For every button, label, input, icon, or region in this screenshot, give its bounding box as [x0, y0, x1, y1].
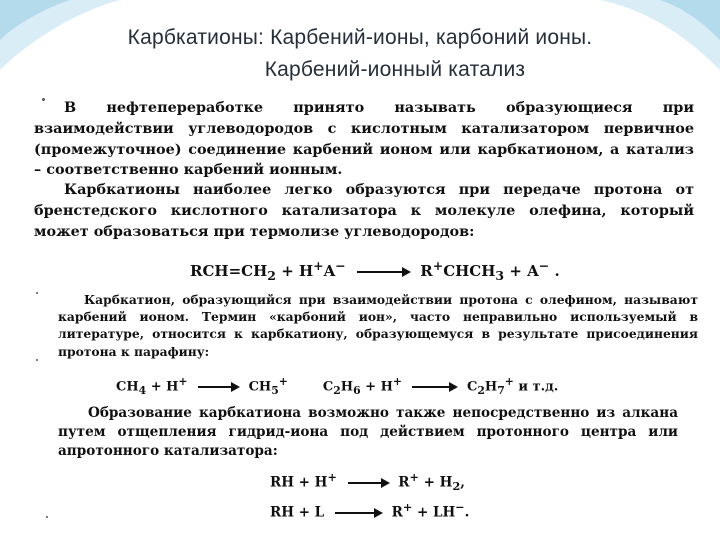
eq1-lhs-sup: + — [313, 258, 324, 273]
eq1-lhs-a: RCH=CH — [190, 262, 268, 280]
eq3-lhs-sup: + — [327, 470, 337, 484]
eq2-f-mid: H — [484, 379, 498, 395]
scan-speck — [36, 359, 38, 361]
eq3-rhs-b: + H — [418, 474, 453, 491]
eq2-c-sub: 5 — [271, 383, 279, 397]
eq2-d-sub2: 6 — [353, 383, 361, 397]
paragraph-proton-transfer: Карбкатионы наиболее легко образуются при передаче протона от бренстедского кислотного катализатора к молекуле олефина, который может образоваться при термолизе углеводородов: — [34, 181, 694, 240]
eq1-rhs-sup: − — [538, 258, 550, 273]
eq1-rhs-b: CHCH — [443, 262, 496, 280]
eq3-rhs: R — [398, 474, 410, 491]
eq1-rhs-a-sup: + — [432, 258, 444, 273]
eq3-rhs-end: , — [460, 474, 465, 491]
eq2-e-sup: + — [392, 375, 402, 388]
equation-paraffin-protonation — [116, 375, 558, 397]
eq4-rhs: R — [391, 504, 403, 521]
scan-speck — [42, 98, 45, 101]
eq2-g: и т.д. — [513, 379, 559, 395]
eq1-rhs-a: R — [420, 262, 433, 280]
eq2-f-sub2: 7 — [497, 383, 505, 397]
paragraph-hydride-abstraction: Образование карбкатиона возможно также непосредственно из алкана путем отщепления гидрид-иона под действием протонного центра или апротонного катализатора: — [58, 405, 678, 459]
slide-title-line1: Карбкатионы: Карбений-ионы, карбоний ионы. — [127, 26, 593, 49]
eq1-rhs-b-sub: 3 — [495, 268, 505, 283]
scan-speck — [36, 292, 38, 294]
eq4-lhs: RH + L — [270, 504, 325, 521]
reaction-arrow-icon — [357, 271, 409, 273]
eq2-d-sub1: 2 — [333, 383, 341, 397]
eq1-lhs-a-sub: 2 — [267, 268, 276, 283]
reaction-arrow-icon — [335, 512, 381, 514]
eq1-lhs-b: A — [323, 262, 336, 280]
eq3-lhs: RH + H — [270, 474, 328, 491]
eq4-rhs-b: + LH — [412, 504, 456, 521]
eq3-rhs-sup: + — [409, 470, 419, 484]
reaction-arrow-icon — [198, 386, 238, 388]
reaction-arrow-icon — [412, 386, 456, 388]
eq2-a: CH — [116, 379, 139, 395]
eq1-lhs-plus: + H — [275, 262, 314, 280]
eq2-f-sub1: 2 — [477, 383, 485, 397]
scan-speck — [46, 516, 48, 518]
paragraph-carbenium-definition: Карбкатион, образующийся при взаимодействии протона с олефином, называют карбений ионом. Термин «карбоний ион», часто неправильно используемый в литературе, относится к карбкатиону, образующемуся в результате присоединения протона к парафину: — [58, 292, 698, 359]
eq2-d: C — [322, 379, 334, 395]
slide-title-line2: Карбений-ионный катализ — [264, 58, 526, 81]
eq2-a-sub: 4 — [138, 383, 147, 397]
eq2-f: C — [467, 379, 478, 395]
eq2-b: + H — [146, 379, 179, 395]
reaction-arrow-icon — [348, 482, 388, 484]
paragraph-definition: В нефтепереработке принято называть образующиеся при взаимодействии углеводородов с кислотным катализатором первичное (промежуточное) соединение карбений ионом или карбкатионом, а катализ – соответственно карбений ионным. — [34, 99, 694, 179]
eq1-rhs-end: . — [549, 262, 560, 280]
eq1-lhs-b-sup: − — [335, 258, 346, 273]
eq1-rhs-plus: + A — [504, 262, 539, 280]
eq4-rhs-sup2: − — [455, 500, 465, 514]
eq2-f-sup: + — [504, 375, 514, 388]
equation-olefin-protonation — [190, 258, 560, 283]
eq2-b-sup: + — [178, 375, 188, 388]
eq4-rhs-end: . — [464, 504, 470, 521]
eq2-d-mid: H — [340, 379, 354, 395]
equation-aprotic-center — [270, 500, 469, 521]
slide-title — [0, 22, 720, 86]
eq3-rhs-sub: 2 — [452, 479, 461, 494]
eq2-c-sup: + — [278, 375, 288, 388]
scanned-text-block — [34, 96, 698, 526]
equation-proton-center — [270, 470, 465, 493]
eq2-e: + H — [360, 379, 393, 395]
eq2-c: CH — [248, 379, 272, 395]
eq4-rhs-sup: + — [402, 500, 413, 514]
